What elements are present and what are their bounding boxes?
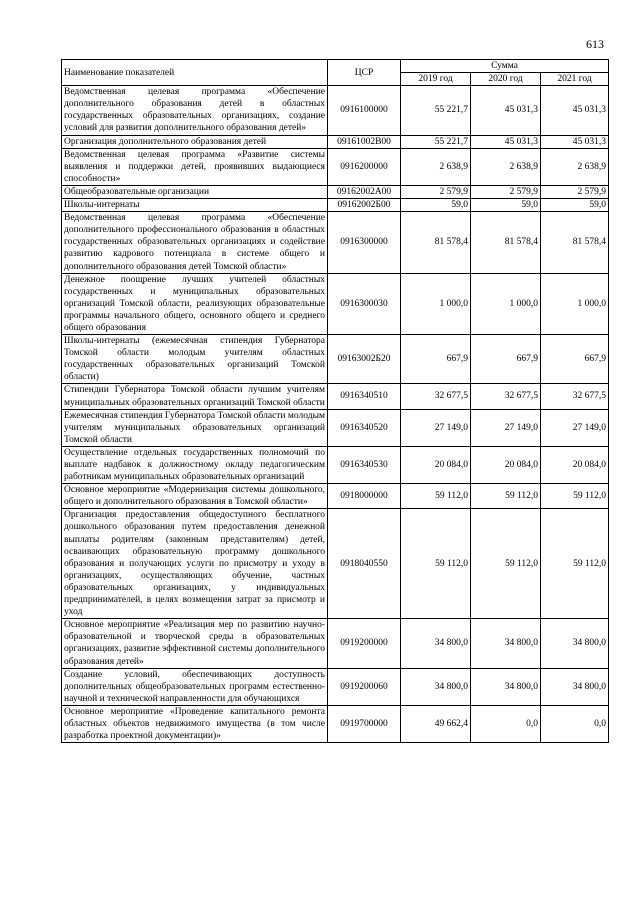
page-number: 613 (586, 37, 604, 51)
table-row (62, 335, 609, 384)
table-row (62, 148, 609, 185)
row-value-2021: 81 578,4 (541, 212, 609, 273)
row-name: Основное мероприятие «Модернизация системы дошкольного, общего и дополнительного образования в Томской области» (62, 484, 328, 509)
row-value-2021: 27 149,0 (541, 409, 609, 446)
row-value-2020: 34 800,0 (471, 619, 541, 668)
header-year-2019: 2019 год (401, 73, 471, 86)
row-value-2019: 32 677,5 (401, 384, 471, 409)
row-name: Ведомственная целевая программа «Развитие системы выявления и поддержки детей, проявивших выдающиеся способности» (62, 148, 328, 185)
row-code: 0918040550 (328, 509, 401, 619)
row-code: 0916340510 (328, 384, 401, 409)
row-value-2020: 2 579,9 (471, 185, 541, 198)
row-value-2019: 667,9 (401, 335, 471, 384)
row-value-2020: 1 000,0 (471, 273, 541, 334)
table-row (62, 273, 609, 334)
header-code: ЦСР (328, 60, 401, 86)
row-name: Ведомственная целевая программа «Обеспечение дополнительного образования детей в областных государственных образовательных организациях, создание условий для развития дополнительного образования детей» (62, 86, 328, 135)
row-code: 0919200060 (328, 668, 401, 705)
header-year-2020: 2020 год (471, 73, 541, 86)
header-name: Наименование показателей (62, 60, 328, 86)
table-row (62, 199, 609, 212)
table-row (62, 135, 609, 148)
row-value-2019: 55 221,7 (401, 86, 471, 135)
row-value-2019: 59,0 (401, 199, 471, 212)
row-code: 0916300000 (328, 212, 401, 273)
row-code: 0918000000 (328, 484, 401, 509)
table-row (62, 212, 609, 273)
row-value-2020: 59,0 (471, 199, 541, 212)
row-value-2019: 59 112,0 (401, 509, 471, 619)
row-code: 09163002Б20 (328, 335, 401, 384)
row-name: Общеобразовательные организации (62, 185, 328, 198)
row-value-2021: 32 677,5 (541, 384, 609, 409)
row-name: Основное мероприятие «Реализация мер по развитию научно-образовательной и творческой среды в образовательных организациях, развитие эффективной системы дополнительного образования детей» (62, 619, 328, 668)
row-value-2020: 667,9 (471, 335, 541, 384)
row-code: 0916340530 (328, 446, 401, 483)
row-value-2021: 20 084,0 (541, 446, 609, 483)
table-row (62, 619, 609, 668)
row-code: 0916300030 (328, 273, 401, 334)
row-value-2019: 27 149,0 (401, 409, 471, 446)
table-body (62, 86, 609, 743)
row-value-2021: 45 031,3 (541, 135, 609, 148)
table-row (62, 446, 609, 483)
row-value-2021: 0,0 (541, 705, 609, 742)
row-value-2021: 2 579,9 (541, 185, 609, 198)
table-row (62, 86, 609, 135)
row-name: Осуществление отдельных государственных полномочий по выплате надбавок к должностному окладу педагогическим работникам муниципальных образовательных организаций (62, 446, 328, 483)
row-value-2020: 59 112,0 (471, 509, 541, 619)
row-name: Школы-интернаты (ежемесячная стипендия Губернатора Томской области молодым учителям областных государственных образовательных организаций Томской области) (62, 335, 328, 384)
row-value-2019: 2 579,9 (401, 185, 471, 198)
row-value-2019: 55 221,7 (401, 135, 471, 148)
table-row (62, 509, 609, 619)
row-value-2021: 45 031,3 (541, 86, 609, 135)
row-name: Школы-интернаты (62, 199, 328, 212)
table-row (62, 185, 609, 198)
row-code: 09161002В00 (328, 135, 401, 148)
row-value-2021: 34 800,0 (541, 668, 609, 705)
budget-table (61, 59, 609, 743)
row-code: 0916340520 (328, 409, 401, 446)
row-value-2021: 59,0 (541, 199, 609, 212)
row-name: Основное мероприятие «Проведение капитального ремонта областных объектов недвижимого имущества (в том числе разработка проектной документации)» (62, 705, 328, 742)
row-value-2019: 2 638,9 (401, 148, 471, 185)
row-value-2020: 45 031,3 (471, 86, 541, 135)
row-value-2020: 27 149,0 (471, 409, 541, 446)
row-value-2020: 34 800,0 (471, 668, 541, 705)
row-value-2021: 34 800,0 (541, 619, 609, 668)
row-value-2020: 45 031,3 (471, 135, 541, 148)
row-value-2020: 81 578,4 (471, 212, 541, 273)
row-code: 0916200000 (328, 148, 401, 185)
table-row (62, 668, 609, 705)
row-name: Организация предоставления общедоступного бесплатного дошкольного образования путем предоставления денежной выплаты родителям (законным представителям) детей, осваивающих образовательную программу дошкольного образования и получающих услуги по присмотру и уходу в организациях, осуществляющих обучение, частных образовательных организациях, у индивидуальных предпринимателей, в целях возмещения затрат за присмотр и уход (62, 509, 328, 619)
row-value-2020: 0,0 (471, 705, 541, 742)
row-name: Ежемесячная стипендия Губернатора Томской области молодым учителям муниципальных образовательных организаций Томской области (62, 409, 328, 446)
row-value-2019: 1 000,0 (401, 273, 471, 334)
header-year-2021: 2021 год (541, 73, 609, 86)
row-name: Создание условий, обеспечивающих доступность дополнительных общеобразовательных программ естественно-научной и технической направленности для обучающихся (62, 668, 328, 705)
row-value-2021: 1 000,0 (541, 273, 609, 334)
row-code: 0919200000 (328, 619, 401, 668)
row-name: Организация дополнительного образования детей (62, 135, 328, 148)
row-value-2019: 34 800,0 (401, 619, 471, 668)
row-name: Стипендии Губернатора Томской области лучшим учителям муниципальных образовательных организаций Томской области (62, 384, 328, 409)
table-row (62, 409, 609, 446)
row-name: Денежное поощрение лучших учителей областных государственных и муниципальных образовательных организаций Томской области, реализующих образовательные программы начального общего, основного общего и среднего общего образования (62, 273, 328, 334)
row-value-2019: 81 578,4 (401, 212, 471, 273)
row-value-2021: 2 638,9 (541, 148, 609, 185)
table-row (62, 384, 609, 409)
row-value-2019: 34 800,0 (401, 668, 471, 705)
row-code: 09162002Б00 (328, 199, 401, 212)
row-value-2020: 20 084,0 (471, 446, 541, 483)
row-value-2020: 32 677,5 (471, 384, 541, 409)
row-value-2020: 59 112,0 (471, 484, 541, 509)
row-value-2021: 667,9 (541, 335, 609, 384)
table-row (62, 484, 609, 509)
row-value-2021: 59 112,0 (541, 484, 609, 509)
row-value-2021: 59 112,0 (541, 509, 609, 619)
table-row (62, 705, 609, 742)
row-code: 09162002А00 (328, 185, 401, 198)
row-code: 0919700000 (328, 705, 401, 742)
row-value-2019: 20 084,0 (401, 446, 471, 483)
row-code: 0916100000 (328, 86, 401, 135)
row-value-2020: 2 638,9 (471, 148, 541, 185)
header-sum: Сумма (401, 60, 609, 73)
row-value-2019: 49 662,4 (401, 705, 471, 742)
row-name: Ведомственная целевая программа «Обеспечение дополнительного профессионального образования в областных государственных образовательных организациях и содействие развитию кадрового потенциала в системе общего и дополнительного образования детей Томской области» (62, 212, 328, 273)
row-value-2019: 59 112,0 (401, 484, 471, 509)
